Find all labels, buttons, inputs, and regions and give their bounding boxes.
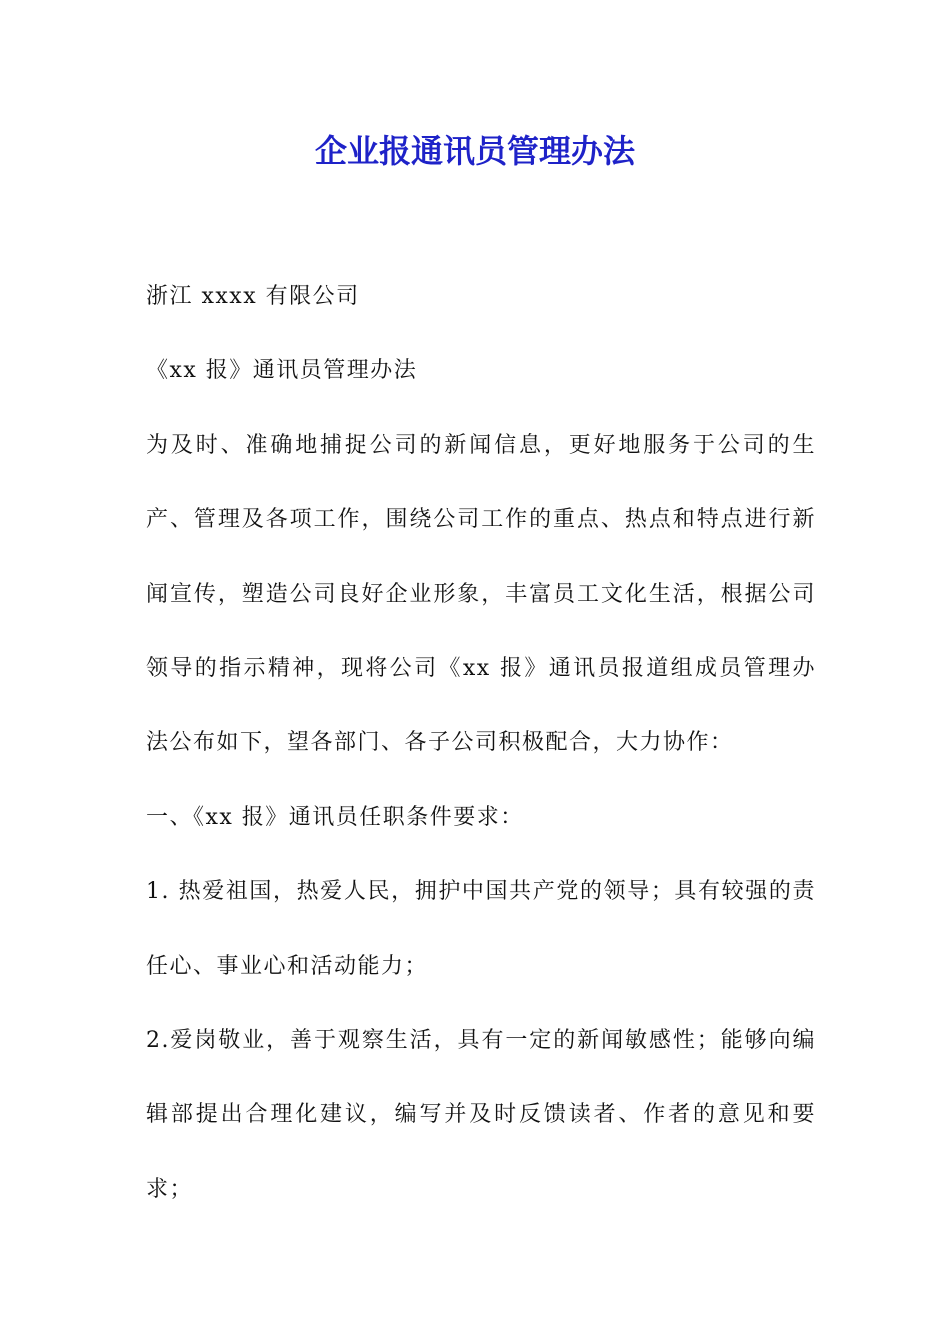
requirement-item-1: 1. 热爱祖国，热爱人民，拥护中国共产党的领导；具有较强的责任心、事业心和活动能力； bbox=[146, 879, 816, 979]
section-heading: 一、《xx 报》通讯员任职条件要求： bbox=[146, 804, 524, 830]
requirement-item-2: 2.爱岗敬业，善于观察生活，具有一定的新闻敏感性；能够向编辑部提出合理化建议，编写并及时反馈读者、作者的意见和要求； bbox=[146, 1028, 816, 1202]
intro-paragraph: 为及时、准确地捕捉公司的新闻信息，更好地服务于公司的生产、管理及各项工作，围绕公司工作的重点、热点和特点进行新闻宣传，塑造公司良好企业形象，丰富员工文化生活，根据公司领导的指示精神，现将公司《xx 报》通讯员报道组成员管理办法公布如下，望各部门、各子公司积极配合，大力协作： bbox=[146, 432, 816, 756]
document-subtitle: 《xx 报》通讯员管理办法 bbox=[146, 358, 418, 384]
document-title: 企业报通讯员管理办法 bbox=[314, 132, 635, 170]
document-body bbox=[146, 260, 816, 1227]
company-name: 浙江 xxxx 有限公司 bbox=[146, 284, 360, 309]
